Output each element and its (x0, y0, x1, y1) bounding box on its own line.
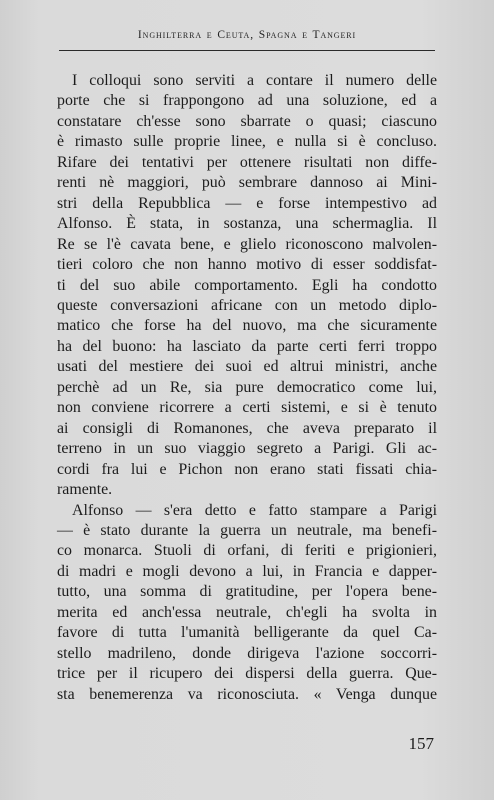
text-line: ai consigli di Romanones, che aveva preparato il (57, 419, 437, 437)
text-line: sta benemerenza va riconosciuta. « Venga dunque (57, 685, 437, 703)
text-line: stello madrileno, donde dirigeva l'azione soccorri- (57, 644, 437, 662)
running-header: Inghilterra e Ceuta, Spagna e Tangeri (137, 29, 357, 41)
text-line: è rimasto sulle proprie linee, e nulla si è concluso. (57, 133, 437, 151)
text-line: I colloqui sono serviti a contare il numero delle (72, 72, 437, 89)
text-line: merita ed anch'essa neutrale, ch'egli ha svolta in (57, 603, 437, 621)
text-line: — è stato durante la guerra un neutrale, ma benefi- (57, 521, 437, 539)
text-line: tieri coloro che non hanno motivo di esser soddisfat- (57, 256, 437, 274)
text-line: renti nè maggiori, può sembrare dannoso ai Mini- (57, 174, 437, 192)
text-line: co monarca. Stuoli di orfani, di feriti e prigionieri, (57, 542, 437, 560)
text-line: Alfonso. È stata, in sostanza, una schermaglia. Il (57, 215, 437, 233)
body-text (57, 71, 437, 705)
text-line: constatare ch'esse sono sbarrate o quasi; ciascuno (57, 112, 437, 130)
text-line: Alfonso — s'era detto e fatto stampare a Parigi (72, 501, 437, 519)
text-line: terreno in un suo viaggio segreto a Parigi. Gli ac- (57, 440, 437, 458)
header-rule (59, 50, 435, 51)
text-line: Re se l'è cavata bene, e glielo riconoscono malvolen- (57, 235, 437, 253)
page-number: 157 (408, 734, 434, 753)
text-line: usati del mestiere dei suoi ed altrui ministri, anche (57, 358, 437, 376)
text-line: favore di tutta l'umanità belligerante da quel Ca- (57, 624, 437, 642)
text-line: porte che si frappongono ad una soluzione, ed a (57, 92, 437, 110)
text-line: ha del buono: ha lasciato da parte certi ferri troppo (57, 337, 437, 355)
text-line: trice per il ricupero dei dispersi della guerra. Que- (57, 665, 437, 683)
text-line: di madri e mogli devono a lui, in Francia e dapper- (57, 562, 437, 580)
text-line: ti del suo abile comportamento. Egli ha condotto (57, 276, 437, 294)
text-line: perchè ad un Re, sia pure democratico come lui, (57, 378, 437, 396)
text-line: queste conversazioni africane con un metodo diplo- (57, 296, 437, 314)
text-line: cordi fra lui e Pichon non erano stati fissati chia- (57, 460, 437, 478)
text-line: Rifare dei tentativi per ottenere risultati non diffe- (57, 153, 437, 171)
text-line: matico che forse ha del nuovo, ma che sicuramente (57, 317, 437, 335)
text-line: ramente. (57, 481, 113, 499)
text-line: non conviene ricorrere a certi sistemi, e si è tenuto (57, 399, 437, 417)
text-line: stri della Repubblica — e forse intempestivo ad (57, 194, 437, 212)
text-line: tutto, una somma di gratitudine, per l'opera bene- (57, 583, 437, 601)
